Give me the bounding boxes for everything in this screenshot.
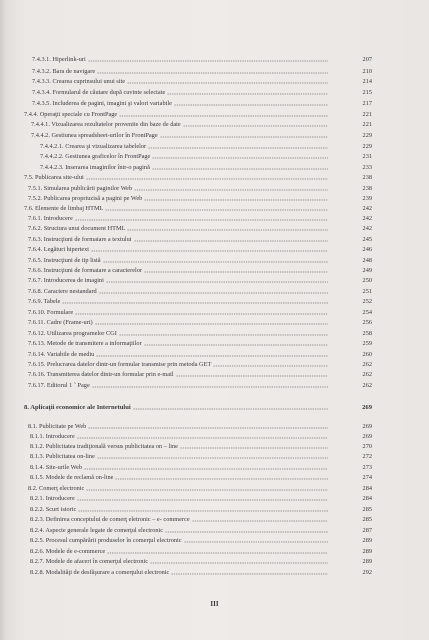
toc-entry-title: 8.1.3. Publicitatea on-line xyxy=(30,453,95,460)
toc-leader-dots xyxy=(77,499,328,501)
toc-leader-dots xyxy=(88,427,328,429)
toc-page-number: 239 xyxy=(362,195,372,202)
toc-page-number: 262 xyxy=(362,361,372,368)
toc-leader-dots xyxy=(176,375,328,377)
toc-leader-dots xyxy=(150,562,328,564)
toc-entry-title: 7.4.4.1. Vizualizarea rezultatelor provenite din baze de date xyxy=(31,121,181,128)
toc-leader-dots xyxy=(127,229,328,231)
toc-entry-title: 7.6.12. Utilizarea programelor CGI xyxy=(28,330,117,337)
toc-page-number: 285 xyxy=(362,506,372,513)
toc-entry-title: 7.4.3.4. Formularul de căutare după cuvinte selectate xyxy=(32,89,166,96)
toc-page-number: 248 xyxy=(362,257,372,264)
toc-page-number: 231 xyxy=(362,153,372,160)
toc-entry-title: 7.4.3.2. Bara de navigare xyxy=(32,68,96,75)
toc-entry-title: 7.6.4. Legături hipertext xyxy=(28,246,90,253)
toc-page-number: 214 xyxy=(362,78,372,85)
toc-page-number: 259 xyxy=(362,340,372,347)
toc-entry-title: 7.4.3.1. Hiperlink-uri xyxy=(32,56,86,63)
toc-page-number: 251 xyxy=(362,288,372,295)
toc-entry-title: 7.6.16. Transmiterea datelor dintr-un formular prin e-mail xyxy=(28,371,174,378)
toc-leader-dots xyxy=(99,292,328,294)
toc-leader-dots xyxy=(62,302,328,304)
toc-leader-dots xyxy=(174,104,328,106)
toc-page-number: 229 xyxy=(362,132,372,139)
toc-leader-dots xyxy=(160,136,328,138)
toc-leader-dots xyxy=(103,261,328,263)
toc-leader-dots xyxy=(84,468,328,470)
toc-page-number: 246 xyxy=(362,246,372,253)
toc-leader-dots xyxy=(105,209,328,211)
toc-page-number: 207 xyxy=(362,56,372,63)
toc-leader-dots xyxy=(144,271,328,273)
toc-leader-dots xyxy=(165,531,328,533)
toc-page-number: 215 xyxy=(362,89,372,96)
toc-leader-dots xyxy=(97,457,328,459)
toc-page-number: 287 xyxy=(362,527,372,534)
toc-entry-title: 7.4.4. Operaţii speciale cu FrontPage xyxy=(24,111,118,118)
toc-leader-dots xyxy=(134,240,328,242)
toc-leader-dots xyxy=(88,60,328,62)
toc-leader-dots xyxy=(184,541,328,543)
toc-page-number: 242 xyxy=(362,205,372,212)
toc-entry-title: 7.6.9. Tabele xyxy=(28,298,61,305)
toc-entry-title: 7.6.10. Formulare xyxy=(28,309,74,316)
toc-page-number: 269 xyxy=(362,404,372,411)
toc-entry-title: 7.6.1. Introducere xyxy=(28,215,73,222)
toc-entry-title: 7.6.14. Variabile de mediu xyxy=(28,351,95,358)
toc-entry-title: 7.4.4.2.3. Inserarea imaginilor într-o pagină xyxy=(40,164,150,171)
toc-entry-title: 8.1.2. Publicitatea tradiţională versus publicitatea on – line xyxy=(30,443,178,450)
toc-page-number: 210 xyxy=(362,68,372,75)
toc-page-number: 273 xyxy=(362,464,372,471)
toc-entry-title: 7.4.3.5. Includerea de pagini, imagini şi valori variabile xyxy=(32,100,172,107)
toc-leader-dots xyxy=(97,72,328,74)
toc-entry-title: 8.2.5. Procesul cumpărării produselor în comerţul electronic xyxy=(30,537,182,544)
toc-page-number: 289 xyxy=(362,558,372,565)
toc-page-number: 245 xyxy=(362,236,372,243)
toc-entry-title: 7.6.8. Caractere nestandard xyxy=(28,288,97,295)
toc-entry-title: 7.6.7. Introducerea de imagini xyxy=(28,277,104,284)
toc-leader-dots xyxy=(86,489,328,491)
toc-page-number: 258 xyxy=(362,330,372,337)
toc-page-number: 274 xyxy=(362,474,372,481)
toc-leader-dots xyxy=(171,573,328,575)
toc-page-number: 285 xyxy=(362,516,372,523)
toc-entry-title: 8.2.1. Introducere xyxy=(30,495,75,502)
toc-leader-dots xyxy=(144,199,328,201)
toc-page-number: 262 xyxy=(362,371,372,378)
toc-entry-title: 7.5. Publicarea site-ului xyxy=(24,174,84,181)
toc-leader-dots xyxy=(95,323,328,325)
toc-leader-dots xyxy=(75,219,328,221)
toc-entry-title: 8.2.2. Scurt istoric xyxy=(30,506,77,513)
toc-page-number: 289 xyxy=(362,548,372,555)
toc-page-number: 249 xyxy=(362,267,372,274)
toc-entry-title: 7.4.4.2.2. Gestiunea graficelor în FrontPage xyxy=(40,153,151,160)
toc-page-number: 272 xyxy=(362,453,372,460)
toc-page-number: 221 xyxy=(362,111,372,118)
toc-entry-title: 7.6. Elemente de limbaj HTML xyxy=(24,205,104,212)
toc-entry-title: 8.2.7. Modele de afaceri în comerţul electronic xyxy=(30,558,149,565)
toc-page-number: 242 xyxy=(362,215,372,222)
toc-leader-dots xyxy=(152,168,328,170)
toc-entry-title: 8.2.3. Definirea conceptului de comerţ eletronic – e- commerce xyxy=(30,516,190,523)
toc-page-number: 238 xyxy=(362,185,372,192)
toc-entry-title: 7.6.5. Instrucţiuni de tip listă xyxy=(28,257,101,264)
toc-page-number: 269 xyxy=(362,433,372,440)
toc-leader-dots xyxy=(96,355,328,357)
toc-entry-title: 7.4.3.3. Crearea cuprinsului unui site xyxy=(32,78,126,85)
toc-page-number: 252 xyxy=(362,298,372,305)
toc-leader-dots xyxy=(144,344,328,346)
toc-leader-dots xyxy=(180,447,328,449)
toc-page-number: 284 xyxy=(362,485,372,492)
toc-entry-title: 7.6.15. Prelucrarea datelor dintr-un formular transmise prin metoda GET xyxy=(28,361,212,368)
toc-entry-title: 7.5.2. Publicarea propriuzisă a pagini pe Web xyxy=(28,195,143,202)
toc-entry-title: 8.2. Comerţ electronic xyxy=(28,485,85,492)
toc-leader-dots xyxy=(213,365,328,367)
toc-leader-dots xyxy=(86,178,328,180)
toc-page-number: 221 xyxy=(362,121,372,128)
toc-entry-title: 8.1.1. Introducere xyxy=(30,433,75,440)
toc-leader-dots xyxy=(183,125,328,127)
toc-entry-title: 8. Aplicaţii economice ale Internetului xyxy=(24,404,131,411)
toc-page-number: 269 xyxy=(362,423,372,430)
toc-leader-dots xyxy=(148,147,328,149)
toc-page-number: 217 xyxy=(362,100,372,107)
page-number-footer: III xyxy=(210,600,219,608)
toc-leader-dots xyxy=(134,189,328,191)
toc-leader-dots xyxy=(167,93,328,95)
toc-entry-title: 8.2.8. Modalităţi de desfăşurare a comerţului electronic xyxy=(30,569,170,576)
toc-entry-title: 7.4.4.2. Gestiunea spreadsheet-urilor în FrontPage xyxy=(31,132,158,139)
toc-entry-title: 7.6.13. Metode de transmitere a informaţiilor xyxy=(28,340,142,347)
toc-leader-dots xyxy=(75,313,328,315)
toc-leader-dots xyxy=(119,115,328,117)
toc-leader-dots xyxy=(78,510,328,512)
toc-entry-title: 7.4.4.2.1. Crearea şi vizualizarea tabelelor xyxy=(40,143,147,150)
toc-entry-title: 8.1.5. Modele de reclamă on-line xyxy=(30,474,114,481)
toc-entry-title: 8.2.6. Modele de e-commerce xyxy=(30,548,106,555)
toc-entry-title: 7.6.2. Structura unui document HTML xyxy=(28,225,126,232)
toc-entry-title: 7.6.11. Cadre (Frame-uri) xyxy=(28,319,93,326)
toc-page-number: 233 xyxy=(362,164,372,171)
toc-leader-dots xyxy=(192,520,328,522)
toc-leader-dots xyxy=(119,334,328,336)
toc-entry-title: 7.6.3. Instrucţiuni de formatare a textului xyxy=(28,236,132,243)
toc-entry-title: 7.5.1. Simularea publicării paginilor Web xyxy=(28,185,133,192)
toc-leader-dots xyxy=(77,437,328,439)
toc-page-number: 284 xyxy=(362,495,372,502)
toc-page-number: 250 xyxy=(362,277,372,284)
toc-page-number: 242 xyxy=(362,225,372,232)
toc-leader-dots xyxy=(92,386,328,388)
toc-page-number: 262 xyxy=(362,382,372,389)
toc-page-number: 289 xyxy=(362,537,372,544)
toc-entry-title: 7.6.17. Editorul 1 ˜ Page xyxy=(28,382,90,389)
toc-page-number: 238 xyxy=(362,174,372,181)
toc-page-number: 292 xyxy=(362,569,372,576)
toc-leader-dots xyxy=(133,408,328,410)
toc-page-number: 270 xyxy=(362,443,372,450)
toc-entry-title: 8.2.4. Aspecte generale legate de comerţul electronic xyxy=(30,527,164,534)
toc-leader-dots xyxy=(127,82,328,84)
toc-entry-title: 7.6.6. Instrucţiuni de formatare a caracterelor xyxy=(28,267,142,274)
toc-leader-dots xyxy=(106,281,328,283)
toc-page-number: 254 xyxy=(362,309,372,316)
toc-leader-dots xyxy=(115,478,328,480)
toc-page-number: 260 xyxy=(362,351,372,358)
toc-leader-dots xyxy=(91,250,328,252)
toc-leader-dots xyxy=(152,157,328,159)
toc-entry-title: 8.1.4. Site-urile Web xyxy=(30,464,83,471)
toc-page-number: 256 xyxy=(362,319,372,326)
toc-page-number: 229 xyxy=(362,143,372,150)
toc-entry-title: 8.1. Publicitate pe Web xyxy=(28,423,87,430)
toc-leader-dots xyxy=(107,552,328,554)
